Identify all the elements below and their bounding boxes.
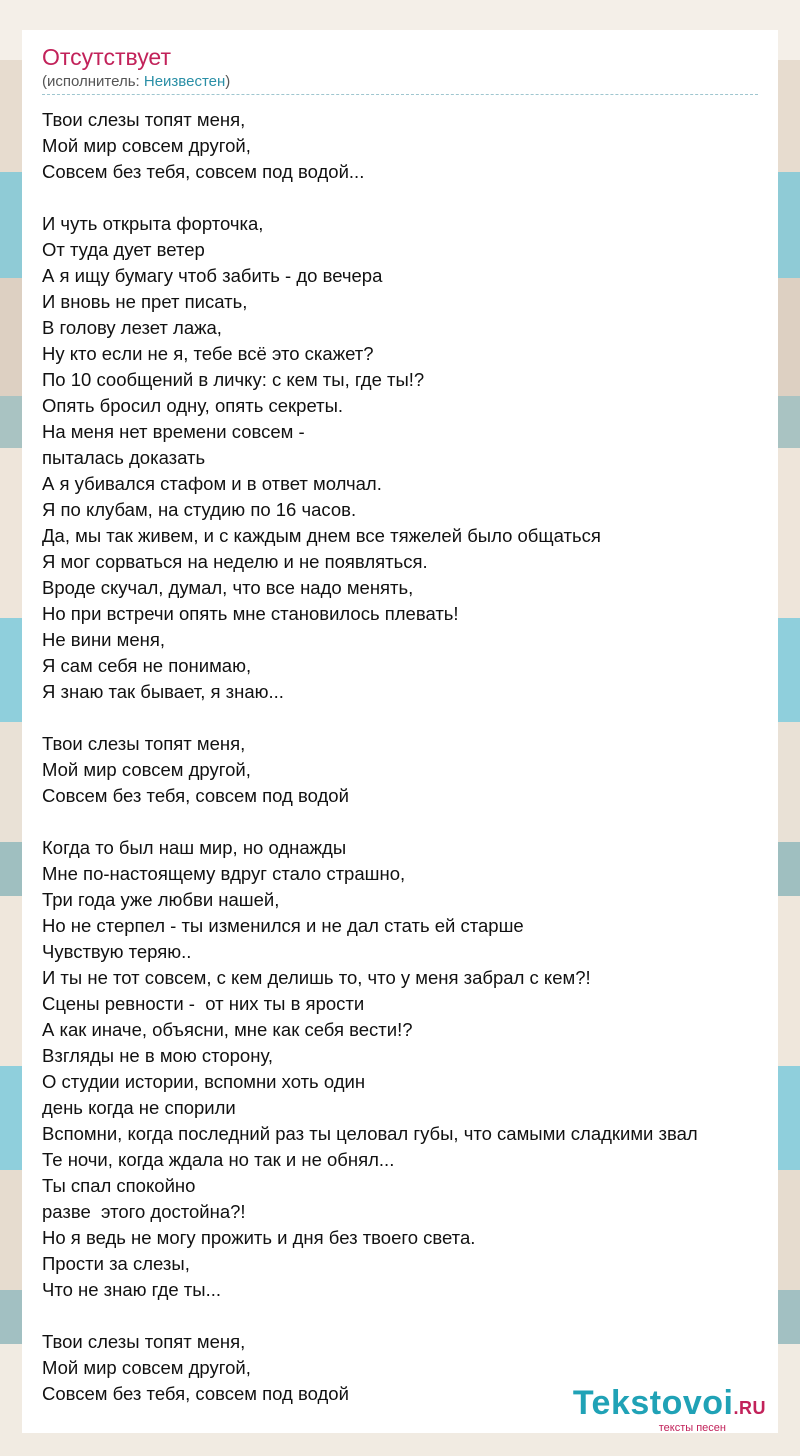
lyric-line: Опять бросил одну, опять секреты. [42,395,344,416]
lyric-line: В голову лезет лажа, [42,317,222,338]
lyric-line: Но при встречи опять мне становилось плевать! [42,603,459,624]
lyric-line: Не вини меня, [42,629,166,650]
lyrics-card [22,30,778,1433]
logo-tagline: тексты песен [658,1422,726,1434]
lyric-line: Мой мир совсем другой, [42,135,251,156]
lyric-line: Но я ведь не могу прожить и дня без твоего света. [42,1227,476,1248]
lyric-line: Вроде скучал, думал, что все надо менять, [42,577,414,598]
lyric-line [42,705,758,731]
lyric-line: И ты не тот совсем, с кем делишь то, что у меня забрал с кем?! [42,967,591,988]
lyric-line: Но не стерпел - ты изменился и не дал стать ей старше [42,915,524,936]
site-logo[interactable] [573,1386,766,1434]
artist-line [42,72,758,95]
lyric-line: день когда не спорили [42,1097,236,1118]
lyric-line: Ты спал спокойно [42,1175,196,1196]
artist-link[interactable]: Неизвестен [143,73,226,90]
lyric-line: Вспомни, когда последний раз ты целовал губы, что самыми сладкими звал [42,1123,698,1144]
logo-wordmark [573,1386,766,1425]
lyric-line: Чувствую теряю.. [42,941,192,962]
lyric-line: Прости за слезы, [42,1253,190,1274]
logo-name: Tekstovoi [572,1384,734,1422]
lyric-line: И вновь не прет писать, [42,291,248,312]
lyric-line: Мой мир совсем другой, [42,1357,251,1378]
lyric-line: Совсем без тебя, совсем под водой [42,1383,349,1404]
lyric-line: Да, мы так живем, и с каждым днем все тяжелей было общаться [42,525,601,546]
lyric-line: Что не знаю где ты... [42,1279,222,1300]
lyric-line: Совсем без тебя, совсем под водой... [42,161,365,182]
lyric-line: Твои слезы топят меня, [42,733,246,754]
lyric-line: Те ночи, когда ждала но так и не обнял... [42,1149,395,1170]
lyric-line: Я сам себя не понимаю, [42,655,252,676]
lyric-line: Мне по-настоящему вдруг стало страшно, [42,863,406,884]
lyric-line: Совсем без тебя, совсем под водой [42,785,349,806]
lyric-line: разве этого достойна?! [42,1201,246,1222]
lyric-line: От туда дует ветер [42,239,205,260]
lyric-line: Твои слезы топят меня, [42,1331,246,1352]
lyric-line: А как иначе, объясни, мне как себя вести!? [42,1019,413,1040]
lyric-line: Я мог сорваться на неделю и не появляться. [42,551,428,572]
lyric-line: Сцены ревности - от них ты в ярости [42,993,365,1014]
lyric-line: Твои слезы топят меня, [42,109,246,130]
artist-prefix: (исполнитель: [42,73,144,90]
lyric-line: По 10 сообщений в личку: с кем ты, где ты!? [42,369,425,390]
lyrics-body [42,107,758,1407]
lyric-line: А я убивался стафом и в ответ молчал. [42,473,382,494]
lyric-line: Три года уже любви нашей, [42,889,280,910]
logo-tld: .RU [733,1398,766,1418]
lyric-line: пыталась доказать [42,447,206,468]
lyric-line: Мой мир совсем другой, [42,759,251,780]
lyric-line: Ну кто если не я, тебе всё это скажет? [42,343,374,364]
lyric-line [42,809,758,835]
lyric-line: Когда то был наш мир, но однажды [42,837,347,858]
lyric-line: Я знаю так бывает, я знаю... [42,681,284,702]
lyric-line [42,185,758,211]
lyric-line [42,1303,758,1329]
lyric-line: О студии истории, вспомни хоть один [42,1071,366,1092]
artist-suffix: ) [225,73,231,90]
lyric-line: А я ищу бумагу чтоб забить - до вечера [42,265,383,286]
lyric-line: И чуть открыта форточка, [42,213,264,234]
lyric-line: Взгляды не в мою сторону, [42,1045,273,1066]
lyric-line: На меня нет времени совсем - [42,421,305,442]
lyric-line: Я по клубам, на студию по 16 часов. [42,499,357,520]
song-title: Отсутствует [42,44,171,70]
